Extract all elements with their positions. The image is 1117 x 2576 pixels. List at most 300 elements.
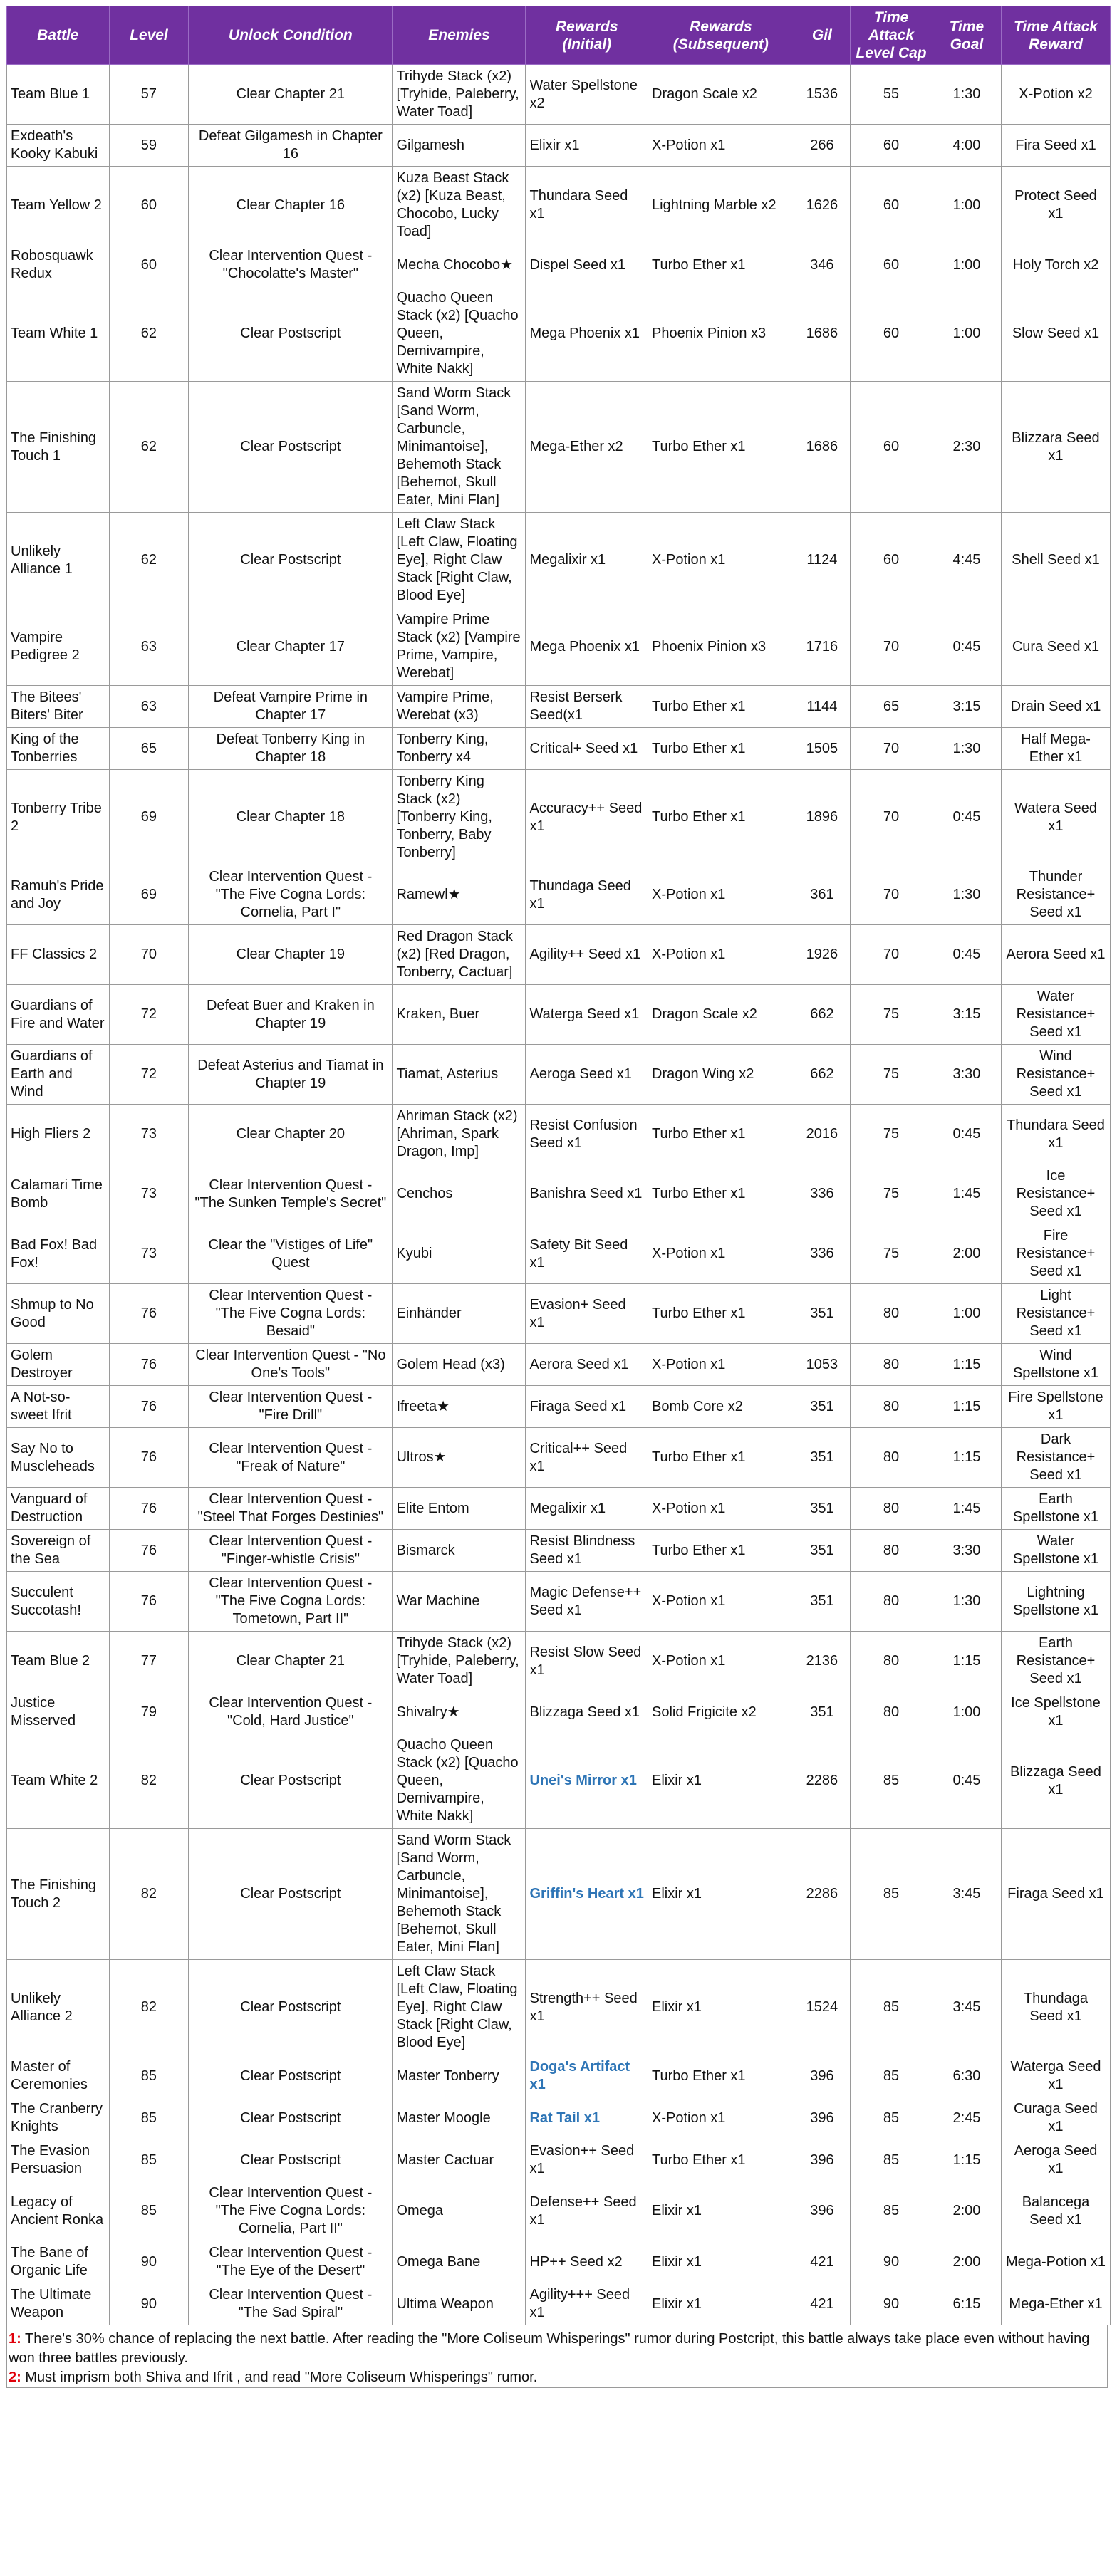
battle-cell: Vanguard of Destruction bbox=[7, 1488, 110, 1530]
battle-cell: Legacy of Ancient Ronka bbox=[7, 2181, 110, 2241]
rewards-initial-cell: Thundara Seed x1 bbox=[526, 167, 648, 244]
unlock-condition-cell: Clear Chapter 16 bbox=[189, 167, 393, 244]
level-cell: 82 bbox=[109, 1829, 189, 1960]
time-goal-cell: 3:30 bbox=[932, 1530, 1001, 1572]
gil-cell: 2136 bbox=[794, 1632, 851, 1691]
level-cap-cell: 85 bbox=[851, 2097, 932, 2139]
rewards-initial-cell: Banishra Seed x1 bbox=[526, 1164, 648, 1224]
level-cell: 57 bbox=[109, 65, 189, 125]
level-cell: 85 bbox=[109, 2097, 189, 2139]
battle-cell: Unlikely Alliance 2 bbox=[7, 1960, 110, 2055]
rewards-subsequent-cell: Elixir x1 bbox=[648, 2283, 794, 2325]
time-attack-reward-cell: Curaga Seed x1 bbox=[1001, 2097, 1110, 2139]
level-cap-cell: 80 bbox=[851, 1344, 932, 1386]
level-cap-cell: 60 bbox=[851, 244, 932, 286]
unlock-condition-cell: Clear Intervention Quest - "The Sad Spiral" bbox=[189, 2283, 393, 2325]
level-cap-cell: 75 bbox=[851, 1224, 932, 1284]
level-cell: 59 bbox=[109, 125, 189, 167]
enemies-cell: Left Claw Stack [Left Claw, Floating Eye], Right Claw Stack [Right Claw, Blood Eye] bbox=[393, 513, 526, 608]
gil-cell: 396 bbox=[794, 2139, 851, 2181]
enemies-cell: Ifreeta★ bbox=[393, 1386, 526, 1428]
unlock-condition-cell: Clear Postscript bbox=[189, 286, 393, 382]
time-goal-cell: 3:45 bbox=[932, 1960, 1001, 2055]
rewards-subsequent-cell: Elixir x1 bbox=[648, 2181, 794, 2241]
battle-cell: Calamari Time Bomb bbox=[7, 1164, 110, 1224]
battle-cell: Exdeath's Kooky Kabuki bbox=[7, 125, 110, 167]
table-row bbox=[7, 2097, 1111, 2139]
level-cap-cell: 85 bbox=[851, 2181, 932, 2241]
unlock-condition-cell: Clear Postscript bbox=[189, 1960, 393, 2055]
rewards-subsequent-cell: Elixir x1 bbox=[648, 1829, 794, 1960]
table-row bbox=[7, 985, 1111, 1045]
gil-cell: 421 bbox=[794, 2241, 851, 2283]
enemies-cell: Ahriman Stack (x2) [Ahriman, Spark Dragon, Imp] bbox=[393, 1105, 526, 1164]
level-cell: 85 bbox=[109, 2181, 189, 2241]
level-cap-cell: 75 bbox=[851, 1045, 932, 1105]
rewards-subsequent-cell: Phoenix Pinion x3 bbox=[648, 608, 794, 686]
time-attack-reward-cell: Light Resistance+ Seed x1 bbox=[1001, 1284, 1110, 1344]
table-row bbox=[7, 125, 1111, 167]
footnote-number: 2: bbox=[9, 2369, 21, 2385]
rewards-subsequent-cell: Turbo Ether x1 bbox=[648, 382, 794, 513]
time-attack-reward-cell: Earth Resistance+ Seed x1 bbox=[1001, 1632, 1110, 1691]
coliseum-battles-table bbox=[6, 6, 1111, 2325]
header-enemies: Enemies bbox=[393, 6, 526, 65]
gil-cell: 1536 bbox=[794, 65, 851, 125]
unlock-condition-cell: Clear Intervention Quest - "The Five Cogna Lords: Tometown, Part II" bbox=[189, 1572, 393, 1632]
rewards-subsequent-cell: X-Potion x1 bbox=[648, 1488, 794, 1530]
battle-cell: The Cranberry Knights bbox=[7, 2097, 110, 2139]
rewards-subsequent-cell: X-Potion x1 bbox=[648, 513, 794, 608]
time-goal-cell: 0:45 bbox=[932, 608, 1001, 686]
table-body bbox=[7, 65, 1111, 2325]
level-cell: 73 bbox=[109, 1105, 189, 1164]
unlock-condition-cell: Defeat Tonberry King in Chapter 18 bbox=[189, 728, 393, 770]
level-cell: 63 bbox=[109, 686, 189, 728]
table-row bbox=[7, 1428, 1111, 1488]
time-goal-cell: 0:45 bbox=[932, 1105, 1001, 1164]
unlock-condition-cell: Clear Chapter 19 bbox=[189, 925, 393, 985]
level-cell: 76 bbox=[109, 1428, 189, 1488]
table-row bbox=[7, 1344, 1111, 1386]
time-attack-reward-cell: Ice Resistance+ Seed x1 bbox=[1001, 1164, 1110, 1224]
level-cap-cell: 60 bbox=[851, 286, 932, 382]
time-attack-reward-cell: Cura Seed x1 bbox=[1001, 608, 1110, 686]
level-cell: 73 bbox=[109, 1224, 189, 1284]
rewards-subsequent-cell: Elixir x1 bbox=[648, 2241, 794, 2283]
table-row bbox=[7, 2055, 1111, 2097]
time-attack-reward-cell: Shell Seed x1 bbox=[1001, 513, 1110, 608]
time-goal-cell: 6:15 bbox=[932, 2283, 1001, 2325]
rewards-subsequent-cell: Dragon Wing x2 bbox=[648, 1045, 794, 1105]
enemies-cell: Tiamat, Asterius bbox=[393, 1045, 526, 1105]
header-time-attack-reward: Time Attack Reward bbox=[1001, 6, 1110, 65]
level-cap-cell: 70 bbox=[851, 728, 932, 770]
table-row bbox=[7, 728, 1111, 770]
unlock-condition-cell: Clear Intervention Quest - "Freak of Nature" bbox=[189, 1428, 393, 1488]
rewards-subsequent-cell: Elixir x1 bbox=[648, 1733, 794, 1829]
rewards-subsequent-cell: X-Potion x1 bbox=[648, 925, 794, 985]
enemies-cell: Master Moogle bbox=[393, 2097, 526, 2139]
time-goal-cell: 0:45 bbox=[932, 770, 1001, 865]
time-goal-cell: 3:30 bbox=[932, 1045, 1001, 1105]
gil-cell: 1626 bbox=[794, 167, 851, 244]
rewards-subsequent-cell: Bomb Core x2 bbox=[648, 1386, 794, 1428]
level-cell: 82 bbox=[109, 1733, 189, 1829]
table-row bbox=[7, 1105, 1111, 1164]
battle-cell: Justice Misserved bbox=[7, 1691, 110, 1733]
header-rewards-subsequent: Rewards (Subsequent) bbox=[648, 6, 794, 65]
rewards-subsequent-cell: X-Potion x1 bbox=[648, 1632, 794, 1691]
gil-cell: 351 bbox=[794, 1530, 851, 1572]
time-attack-reward-cell: Holy Torch x2 bbox=[1001, 244, 1110, 286]
level-cap-cell: 80 bbox=[851, 1488, 932, 1530]
table-row bbox=[7, 686, 1111, 728]
footnotes bbox=[6, 2325, 1108, 2388]
time-goal-cell: 4:00 bbox=[932, 125, 1001, 167]
table-row bbox=[7, 1045, 1111, 1105]
unlock-condition-cell: Defeat Gilgamesh in Chapter 16 bbox=[189, 125, 393, 167]
rewards-subsequent-cell: Turbo Ether x1 bbox=[648, 2055, 794, 2097]
level-cap-cell: 90 bbox=[851, 2241, 932, 2283]
unlock-condition-cell: Defeat Asterius and Tiamat in Chapter 19 bbox=[189, 1045, 393, 1105]
battle-cell: The Finishing Touch 1 bbox=[7, 382, 110, 513]
enemies-cell: War Machine bbox=[393, 1572, 526, 1632]
rewards-initial-link[interactable]: Doga's Artifact x1 bbox=[526, 2055, 648, 2097]
level-cell: 77 bbox=[109, 1632, 189, 1691]
gil-cell: 1124 bbox=[794, 513, 851, 608]
level-cap-cell: 80 bbox=[851, 1284, 932, 1344]
time-attack-reward-cell: Slow Seed x1 bbox=[1001, 286, 1110, 382]
gil-cell: 1686 bbox=[794, 382, 851, 513]
level-cap-cell: 55 bbox=[851, 65, 932, 125]
table-row bbox=[7, 1960, 1111, 2055]
time-goal-cell: 0:45 bbox=[932, 1733, 1001, 1829]
rewards-subsequent-cell: Phoenix Pinion x3 bbox=[648, 286, 794, 382]
rewards-subsequent-cell: Turbo Ether x1 bbox=[648, 1164, 794, 1224]
time-goal-cell: 1:45 bbox=[932, 1164, 1001, 1224]
unlock-condition-cell: Clear Chapter 21 bbox=[189, 1632, 393, 1691]
level-cap-cell: 90 bbox=[851, 2283, 932, 2325]
unlock-condition-cell: Clear the "Vistiges of Life" Quest bbox=[189, 1224, 393, 1284]
time-goal-cell: 1:00 bbox=[932, 244, 1001, 286]
level-cell: 76 bbox=[109, 1344, 189, 1386]
battle-cell: Unlikely Alliance 1 bbox=[7, 513, 110, 608]
header-gil: Gil bbox=[794, 6, 851, 65]
unlock-condition-cell: Clear Postscript bbox=[189, 1829, 393, 1960]
table-header-row bbox=[7, 6, 1111, 65]
time-goal-cell: 4:45 bbox=[932, 513, 1001, 608]
rewards-initial-cell: Strength++ Seed x1 bbox=[526, 1960, 648, 2055]
rewards-initial-cell: Thundaga Seed x1 bbox=[526, 865, 648, 925]
time-attack-reward-cell: Watera Seed x1 bbox=[1001, 770, 1110, 865]
footnote-number: 1: bbox=[9, 2331, 21, 2347]
table-row bbox=[7, 244, 1111, 286]
time-goal-cell: 1:15 bbox=[932, 1632, 1001, 1691]
time-attack-reward-cell: Thunder Resistance+ Seed x1 bbox=[1001, 865, 1110, 925]
level-cell: 76 bbox=[109, 1488, 189, 1530]
enemies-cell: Trihyde Stack (x2) [Tryhide, Paleberry, Water Toad] bbox=[393, 65, 526, 125]
rewards-initial-cell: Resist Berserk Seed(x1 bbox=[526, 686, 648, 728]
unlock-condition-cell: Defeat Vampire Prime in Chapter 17 bbox=[189, 686, 393, 728]
rewards-subsequent-cell: X-Potion x1 bbox=[648, 1344, 794, 1386]
unlock-condition-cell: Clear Intervention Quest - "Chocolatte's Master" bbox=[189, 244, 393, 286]
header-time-goal: Time Goal bbox=[932, 6, 1001, 65]
table-row bbox=[7, 1530, 1111, 1572]
level-cap-cell: 85 bbox=[851, 2139, 932, 2181]
rewards-initial-cell: Mega-Ether x2 bbox=[526, 382, 648, 513]
rewards-subsequent-cell: Turbo Ether x1 bbox=[648, 728, 794, 770]
time-goal-cell: 1:15 bbox=[932, 2139, 1001, 2181]
rewards-subsequent-cell: X-Potion x1 bbox=[648, 1224, 794, 1284]
level-cell: 79 bbox=[109, 1691, 189, 1733]
table-row bbox=[7, 2241, 1111, 2283]
rewards-initial-cell: Evasion+ Seed x1 bbox=[526, 1284, 648, 1344]
footnote-text: Must imprism both Shiva and Ifrit , and read "More Coliseum Whisperings" rumor. bbox=[21, 2369, 538, 2385]
gil-cell: 1505 bbox=[794, 728, 851, 770]
battle-cell: Say No to Muscleheads bbox=[7, 1428, 110, 1488]
time-attack-reward-cell: Water Spellstone x1 bbox=[1001, 1530, 1110, 1572]
table-row bbox=[7, 1829, 1111, 1960]
rewards-subsequent-cell: Elixir x1 bbox=[648, 1960, 794, 2055]
enemies-cell: Vampire Prime Stack (x2) [Vampire Prime, Vampire, Werebat] bbox=[393, 608, 526, 686]
battle-cell: The Ultimate Weapon bbox=[7, 2283, 110, 2325]
table-row bbox=[7, 608, 1111, 686]
time-attack-reward-cell: Thundara Seed x1 bbox=[1001, 1105, 1110, 1164]
battle-cell: Golem Destroyer bbox=[7, 1344, 110, 1386]
level-cap-cell: 85 bbox=[851, 1733, 932, 1829]
time-goal-cell: 2:00 bbox=[932, 1224, 1001, 1284]
rewards-subsequent-cell: X-Potion x1 bbox=[648, 1572, 794, 1632]
enemies-cell: Ramewl★ bbox=[393, 865, 526, 925]
unlock-condition-cell: Clear Chapter 21 bbox=[189, 65, 393, 125]
enemies-cell: Master Tonberry bbox=[393, 2055, 526, 2097]
battle-cell: The Bane of Organic Life bbox=[7, 2241, 110, 2283]
time-attack-reward-cell: Firaga Seed x1 bbox=[1001, 1829, 1110, 1960]
level-cell: 72 bbox=[109, 1045, 189, 1105]
unlock-condition-cell: Defeat Buer and Kraken in Chapter 19 bbox=[189, 985, 393, 1045]
battle-cell: Team White 2 bbox=[7, 1733, 110, 1829]
time-goal-cell: 3:45 bbox=[932, 1829, 1001, 1960]
enemies-cell: Mecha Chocobo★ bbox=[393, 244, 526, 286]
unlock-condition-cell: Clear Chapter 17 bbox=[189, 608, 393, 686]
time-attack-reward-cell: Blizzaga Seed x1 bbox=[1001, 1733, 1110, 1829]
rewards-initial-link[interactable]: Rat Tail x1 bbox=[526, 2097, 648, 2139]
level-cap-cell: 85 bbox=[851, 1960, 932, 2055]
coliseum-table-wrapper bbox=[6, 6, 1111, 2388]
battle-cell: Guardians of Fire and Water bbox=[7, 985, 110, 1045]
enemies-cell: Quacho Queen Stack (x2) [Quacho Queen, Demivampire, White Nakk] bbox=[393, 286, 526, 382]
rewards-initial-cell: Megalixir x1 bbox=[526, 1488, 648, 1530]
rewards-initial-cell: Dispel Seed x1 bbox=[526, 244, 648, 286]
level-cell: 62 bbox=[109, 382, 189, 513]
header-rewards-initial: Rewards (Initial) bbox=[526, 6, 648, 65]
rewards-initial-cell: Aerora Seed x1 bbox=[526, 1344, 648, 1386]
rewards-subsequent-cell: X-Potion x1 bbox=[648, 125, 794, 167]
rewards-subsequent-cell: Turbo Ether x1 bbox=[648, 1530, 794, 1572]
time-attack-reward-cell: Thundaga Seed x1 bbox=[1001, 1960, 1110, 2055]
rewards-initial-link[interactable]: Griffin's Heart x1 bbox=[526, 1829, 648, 1960]
time-attack-reward-cell: Fire Resistance+ Seed x1 bbox=[1001, 1224, 1110, 1284]
table-row bbox=[7, 865, 1111, 925]
level-cell: 70 bbox=[109, 925, 189, 985]
time-attack-reward-cell: Half Mega-Ether x1 bbox=[1001, 728, 1110, 770]
level-cell: 69 bbox=[109, 770, 189, 865]
time-attack-reward-cell: Drain Seed x1 bbox=[1001, 686, 1110, 728]
time-attack-reward-cell: Aeroga Seed x1 bbox=[1001, 2139, 1110, 2181]
footnote-1 bbox=[9, 2330, 1106, 2368]
rewards-initial-cell: Mega Phoenix x1 bbox=[526, 286, 648, 382]
level-cell: 63 bbox=[109, 608, 189, 686]
battle-cell: The Evasion Persuasion bbox=[7, 2139, 110, 2181]
battle-cell: Tonberry Tribe 2 bbox=[7, 770, 110, 865]
time-attack-reward-cell: Blizzara Seed x1 bbox=[1001, 382, 1110, 513]
header-unlock-condition: Unlock Condition bbox=[189, 6, 393, 65]
footnote-text: There's 30% chance of replacing the next battle. After reading the "More Coliseum Whisperings" rumor during Postcript, this battle always take place even without having won three battles previously. bbox=[9, 2331, 1090, 2366]
level-cell: 85 bbox=[109, 2139, 189, 2181]
rewards-initial-cell: Resist Slow Seed x1 bbox=[526, 1632, 648, 1691]
gil-cell: 336 bbox=[794, 1224, 851, 1284]
level-cap-cell: 80 bbox=[851, 1691, 932, 1733]
level-cell: 60 bbox=[109, 244, 189, 286]
unlock-condition-cell: Clear Intervention Quest - "Steel That Forges Destinies" bbox=[189, 1488, 393, 1530]
unlock-condition-cell: Clear Postscript bbox=[189, 382, 393, 513]
rewards-subsequent-cell: Dragon Scale x2 bbox=[648, 985, 794, 1045]
battle-cell: Ramuh's Pride and Joy bbox=[7, 865, 110, 925]
time-goal-cell: 2:00 bbox=[932, 2181, 1001, 2241]
enemies-cell: Bismarck bbox=[393, 1530, 526, 1572]
time-goal-cell: 1:30 bbox=[932, 65, 1001, 125]
rewards-initial-cell: Mega Phoenix x1 bbox=[526, 608, 648, 686]
level-cap-cell: 75 bbox=[851, 1164, 932, 1224]
table-row bbox=[7, 1386, 1111, 1428]
header-battle: Battle bbox=[7, 6, 110, 65]
time-attack-reward-cell: Mega-Ether x1 bbox=[1001, 2283, 1110, 2325]
time-goal-cell: 1:45 bbox=[932, 1488, 1001, 1530]
rewards-subsequent-cell: Dragon Scale x2 bbox=[648, 65, 794, 125]
level-cell: 90 bbox=[109, 2241, 189, 2283]
rewards-initial-cell: Water Spellstone x2 bbox=[526, 65, 648, 125]
time-goal-cell: 3:15 bbox=[932, 985, 1001, 1045]
table-row bbox=[7, 513, 1111, 608]
time-goal-cell: 6:30 bbox=[932, 2055, 1001, 2097]
gil-cell: 1053 bbox=[794, 1344, 851, 1386]
battle-cell: Team Yellow 2 bbox=[7, 167, 110, 244]
table-row bbox=[7, 2283, 1111, 2325]
time-goal-cell: 1:00 bbox=[932, 167, 1001, 244]
level-cell: 85 bbox=[109, 2055, 189, 2097]
rewards-initial-cell: Agility+++ Seed x1 bbox=[526, 2283, 648, 2325]
time-attack-reward-cell: Balancega Seed x1 bbox=[1001, 2181, 1110, 2241]
time-attack-reward-cell: Fire Spellstone x1 bbox=[1001, 1386, 1110, 1428]
battle-cell: Team Blue 2 bbox=[7, 1632, 110, 1691]
rewards-initial-cell: Accuracy++ Seed x1 bbox=[526, 770, 648, 865]
rewards-subsequent-cell: Solid Frigicite x2 bbox=[648, 1691, 794, 1733]
gil-cell: 351 bbox=[794, 1572, 851, 1632]
level-cell: 62 bbox=[109, 513, 189, 608]
table-row bbox=[7, 925, 1111, 985]
time-goal-cell: 0:45 bbox=[932, 925, 1001, 985]
gil-cell: 351 bbox=[794, 1428, 851, 1488]
unlock-condition-cell: Clear Intervention Quest - "The Five Cogna Lords: Besaid" bbox=[189, 1284, 393, 1344]
rewards-initial-cell: Aeroga Seed x1 bbox=[526, 1045, 648, 1105]
gil-cell: 351 bbox=[794, 1691, 851, 1733]
gil-cell: 2286 bbox=[794, 1829, 851, 1960]
gil-cell: 336 bbox=[794, 1164, 851, 1224]
level-cap-cell: 85 bbox=[851, 1829, 932, 1960]
table-row bbox=[7, 2139, 1111, 2181]
time-attack-reward-cell: Mega-Potion x1 bbox=[1001, 2241, 1110, 2283]
table-row bbox=[7, 382, 1111, 513]
unlock-condition-cell: Clear Postscript bbox=[189, 1733, 393, 1829]
enemies-cell: Omega Bane bbox=[393, 2241, 526, 2283]
unlock-condition-cell: Clear Chapter 20 bbox=[189, 1105, 393, 1164]
rewards-subsequent-cell: Turbo Ether x1 bbox=[648, 244, 794, 286]
level-cap-cell: 70 bbox=[851, 770, 932, 865]
rewards-initial-link[interactable]: Unei's Mirror x1 bbox=[526, 1733, 648, 1829]
level-cell: 72 bbox=[109, 985, 189, 1045]
gil-cell: 346 bbox=[794, 244, 851, 286]
header-level: Level bbox=[109, 6, 189, 65]
time-goal-cell: 1:15 bbox=[932, 1386, 1001, 1428]
rewards-initial-cell: HP++ Seed x2 bbox=[526, 2241, 648, 2283]
enemies-cell: Shivalry★ bbox=[393, 1691, 526, 1733]
table-row bbox=[7, 65, 1111, 125]
enemies-cell: Vampire Prime, Werebat (x3) bbox=[393, 686, 526, 728]
gil-cell: 351 bbox=[794, 1284, 851, 1344]
level-cap-cell: 80 bbox=[851, 1530, 932, 1572]
gil-cell: 396 bbox=[794, 2097, 851, 2139]
time-attack-reward-cell: Fira Seed x1 bbox=[1001, 125, 1110, 167]
level-cap-cell: 65 bbox=[851, 686, 932, 728]
gil-cell: 351 bbox=[794, 1488, 851, 1530]
level-cap-cell: 80 bbox=[851, 1386, 932, 1428]
enemies-cell: Ultros★ bbox=[393, 1428, 526, 1488]
time-attack-reward-cell: Earth Spellstone x1 bbox=[1001, 1488, 1110, 1530]
time-attack-reward-cell: Protect Seed x1 bbox=[1001, 167, 1110, 244]
unlock-condition-cell: Clear Postscript bbox=[189, 2139, 393, 2181]
gil-cell: 1896 bbox=[794, 770, 851, 865]
table-row bbox=[7, 286, 1111, 382]
time-goal-cell: 2:30 bbox=[932, 382, 1001, 513]
enemies-cell: Sand Worm Stack [Sand Worm, Carbuncle, Minimantoise], Behemoth Stack [Behemot, Skull Eater, Mini Flan] bbox=[393, 382, 526, 513]
time-goal-cell: 1:30 bbox=[932, 728, 1001, 770]
enemies-cell: Kyubi bbox=[393, 1224, 526, 1284]
rewards-subsequent-cell: X-Potion x1 bbox=[648, 2097, 794, 2139]
level-cap-cell: 85 bbox=[851, 2055, 932, 2097]
time-attack-reward-cell: Wind Spellstone x1 bbox=[1001, 1344, 1110, 1386]
table-row bbox=[7, 1733, 1111, 1829]
gil-cell: 2016 bbox=[794, 1105, 851, 1164]
enemies-cell: Quacho Queen Stack (x2) [Quacho Queen, Demivampire, White Nakk] bbox=[393, 1733, 526, 1829]
level-cell: 60 bbox=[109, 167, 189, 244]
rewards-initial-cell: Megalixir x1 bbox=[526, 513, 648, 608]
time-attack-reward-cell: Lightning Spellstone x1 bbox=[1001, 1572, 1110, 1632]
battle-cell: A Not-so-sweet Ifrit bbox=[7, 1386, 110, 1428]
enemies-cell: Tonberry King Stack (x2) [Tonberry King, Tonberry, Baby Tonberry] bbox=[393, 770, 526, 865]
enemies-cell: Golem Head (x3) bbox=[393, 1344, 526, 1386]
rewards-initial-cell: Resist Blindness Seed x1 bbox=[526, 1530, 648, 1572]
rewards-initial-cell: Waterga Seed x1 bbox=[526, 985, 648, 1045]
table-row bbox=[7, 1691, 1111, 1733]
time-goal-cell: 1:00 bbox=[932, 1284, 1001, 1344]
unlock-condition-cell: Clear Intervention Quest - "Finger-whistle Crisis" bbox=[189, 1530, 393, 1572]
rewards-initial-cell: Defense++ Seed x1 bbox=[526, 2181, 648, 2241]
unlock-condition-cell: Clear Postscript bbox=[189, 2097, 393, 2139]
time-goal-cell: 1:00 bbox=[932, 286, 1001, 382]
rewards-subsequent-cell: Turbo Ether x1 bbox=[648, 770, 794, 865]
enemies-cell: Master Cactuar bbox=[393, 2139, 526, 2181]
